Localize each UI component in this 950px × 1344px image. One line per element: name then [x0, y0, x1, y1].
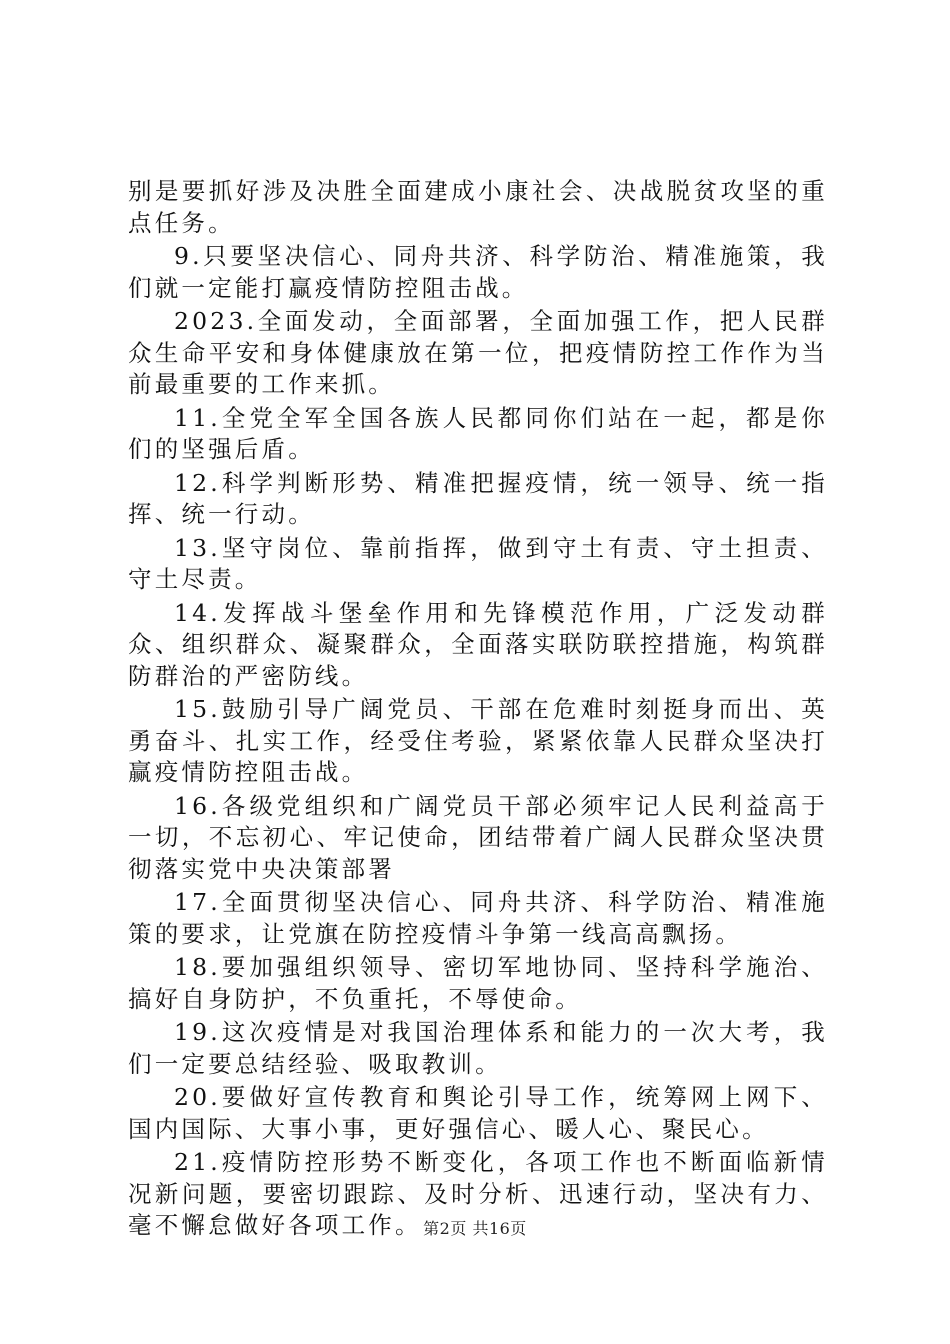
paragraph-continuation: 别是要抓好涉及决胜全面建成小康社会、决战脱贫攻坚的重点任务。: [128, 177, 828, 237]
paragraph-item-10: 2023.全面发动，全面部署，全面加强工作，把人民群众生命平安和身体健康放在第一位，把疫情防控工作作为当前最重要的工作来抓。: [128, 307, 828, 398]
paragraph-item-11: 11.全党全军全国各族人民都同你们站在一起，都是你们的坚强后盾。: [128, 403, 828, 463]
paragraph-item-16: 16.各级党组织和广阔党员干部必须牢记人民利益高于一切，不忘初心、牢记使命，团结带着广阔人民群众坚决贯彻落实党中央决策部署: [128, 791, 828, 883]
paragraph-item-12: 12.科学判断形势、精准把握疫情，统一领导、统一指挥、统一行动。: [128, 468, 828, 528]
paragraph-item-13: 13.坚守岗位、靠前指挥，做到守土有责、守土担责、守土尽责。: [128, 533, 828, 593]
paragraph-item-14: 14.发挥战斗堡垒作用和先锋模范作用，广泛发动群众、组织群众、凝聚群众，全面落实联防联控措施，构筑群防群治的严密防线。: [128, 598, 828, 690]
paragraph-item-21: 21.疫情防控形势不断变化，各项工作也不断面临新情况新问题，要密切跟踪、及时分析、迅速行动，坚决有力、毫不懈怠做好各项工作。: [128, 1148, 828, 1239]
paragraph-item-9: 9.只要坚决信心、同舟共济、科学防治、精准施策，我们就一定能打赢疫情防控阻击战。: [128, 242, 828, 302]
paragraph-item-18: 18.要加强组织领导、密切军地协同、坚持科学施治、搞好自身防护，不负重托，不辱使命。: [128, 953, 828, 1013]
document-body: [128, 176, 828, 1244]
paragraph-item-15: 15.鼓励引导广阔党员、干部在危难时刻挺身而出、英勇奋斗、扎实工作，经受住考验，紧紧依靠人民群众坚决打赢疫情防控阻击战。: [128, 695, 828, 786]
page-number-footer: 第2页 共16页: [423, 1219, 527, 1238]
paragraph-item-19: 19.这次疫情是对我国治理体系和能力的一次大考，我们一定要总结经验、吸取教训。: [128, 1018, 828, 1078]
paragraph-item-20: 20.要做好宣传教育和舆论引导工作，统筹网上网下、国内国际、大事小事，更好强信心、暖人心、聚民心。: [128, 1083, 828, 1143]
paragraph-item-17: 17.全面贯彻坚决信心、同舟共济、科学防治、精准施策的要求，让党旗在防控疫情斗争第一线高高飘扬。: [128, 888, 828, 948]
